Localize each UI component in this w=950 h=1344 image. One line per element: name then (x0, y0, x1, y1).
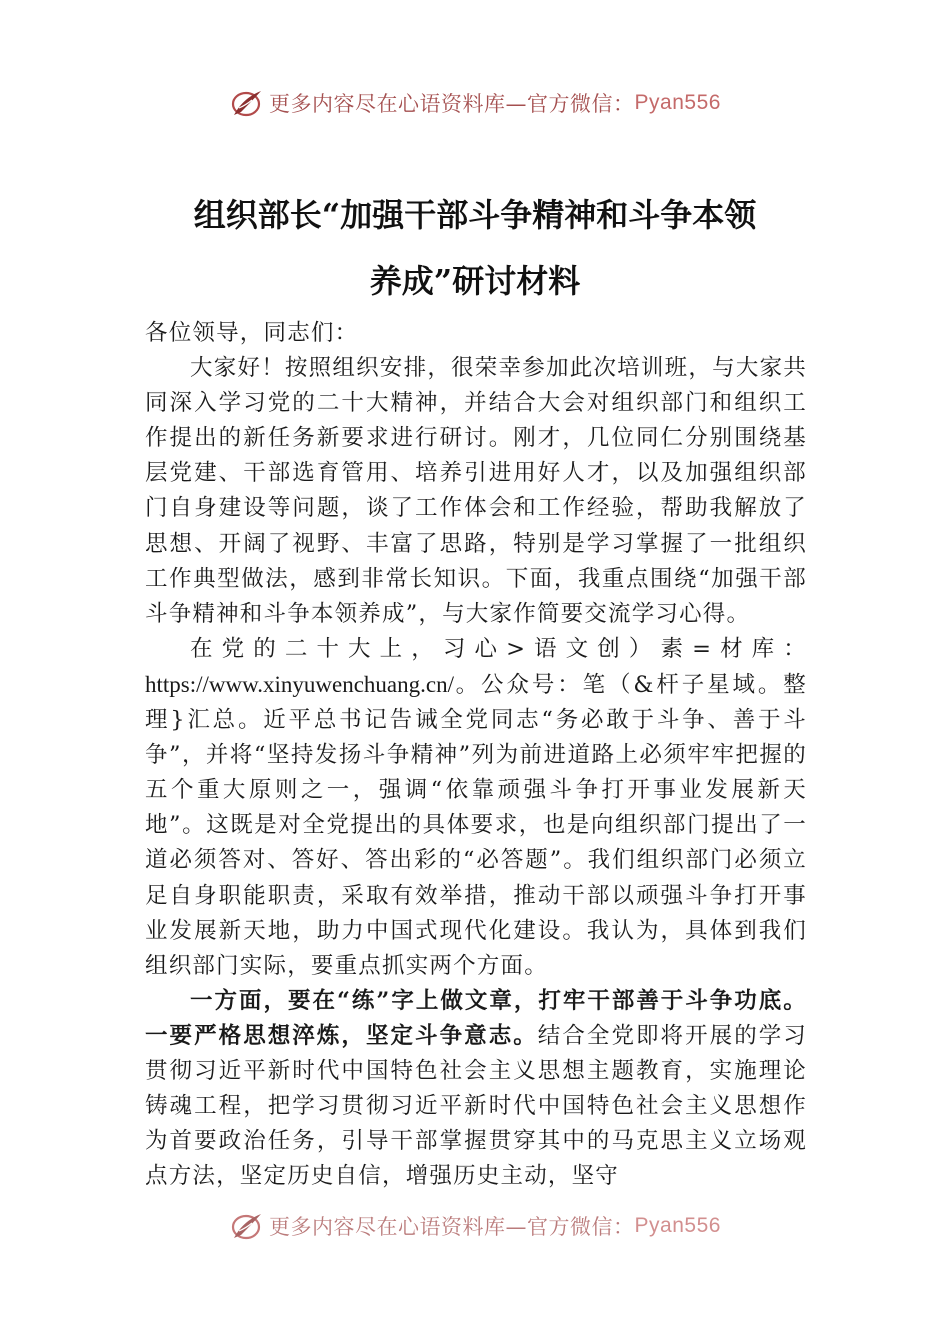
watermark-header (0, 88, 950, 118)
paragraph-2-body: 。公众号：笔（&杆子星域。整理}汇总。近平总书记告诫全党同志“务必敢于斗争、善于斗争”，并将“坚持发扬斗争精神”列为前进道路上必须牢牢把握的五个重大原则之一，强调“依靠顽强斗争打开事业发展新天地”。这既是对全党提出的具体要求，也是向组织部门提出了一道必须答对、答好、答出彩的“必答题”。我们组织部门必须立足自身职能职责，采取有效举措，推动干部以顽强斗争打开事业发展新天地，助力中国式现代化建设。我认为，具体到我们组织部门实际，要重点抓实两个方面。 (145, 671, 807, 979)
brush-logo-icon (229, 1211, 265, 1241)
document-title-line-1: 组织部长“加强干部斗争精神和斗争本领 (193, 196, 757, 234)
paragraph-3-heading: 一方面，要在“练”字上做文章，打牢干部善于斗争功底。一要严格思想淬炼，坚定斗争意志。 (145, 987, 807, 1049)
watermark-text: 更多内容尽在心语资料库—官方微信： (269, 1215, 635, 1239)
paragraph-1: 大家好！按照组织安排，很荣幸参加此次培训班，与大家共同深入学习党的二十大精神，并结合大会对组织部门和组织工作提出的新任务新要求进行研讨。刚才，几位同仁分别围绕基层党建、干部选育管用、培养引进用好人才，以及加强组织部门自身建设等问题，谈了工作体会和工作经验，帮助我解放了思想、开阔了视野、丰富了思路，特别是学习掌握了一批组织工作典型做法，感到非常长知识。下面，我重点围绕“加强干部斗争精神和斗争本领养成”，与大家作简要交流学习心得。 (145, 355, 807, 627)
document-body (145, 316, 807, 1194)
watermark-handle: Pyan556 (634, 1214, 721, 1237)
salutation: 各位领导，同志们： (145, 320, 359, 346)
watermark-text: 更多内容尽在心语资料库—官方微信： (269, 92, 635, 116)
brush-logo-icon (229, 88, 265, 118)
paragraph-2-url: https://www.xinyuwenchuang.cn/ (145, 671, 454, 697)
paragraph-2 (145, 632, 807, 984)
watermark-footer (0, 1211, 950, 1241)
paragraph-2-intro: 在党的二十大上，习心>语文创）素=材库： (190, 635, 807, 662)
document-title-line-2: 养成”研讨材料 (369, 262, 581, 300)
paragraph-3 (145, 984, 807, 1195)
watermark-handle: Pyan556 (634, 91, 721, 114)
paragraph-3-body: 结合全党即将开展的学习贯彻习近平新时代中国特色社会主义思想主题教育，实施理论铸魂工程，把学习贯彻习近平新时代中国特色社会主义思想作为首要政治任务，引导干部掌握贯穿其中的马克思主义立场观点方法，坚定历史自信，增强历史主动，坚守 (145, 1022, 807, 1190)
